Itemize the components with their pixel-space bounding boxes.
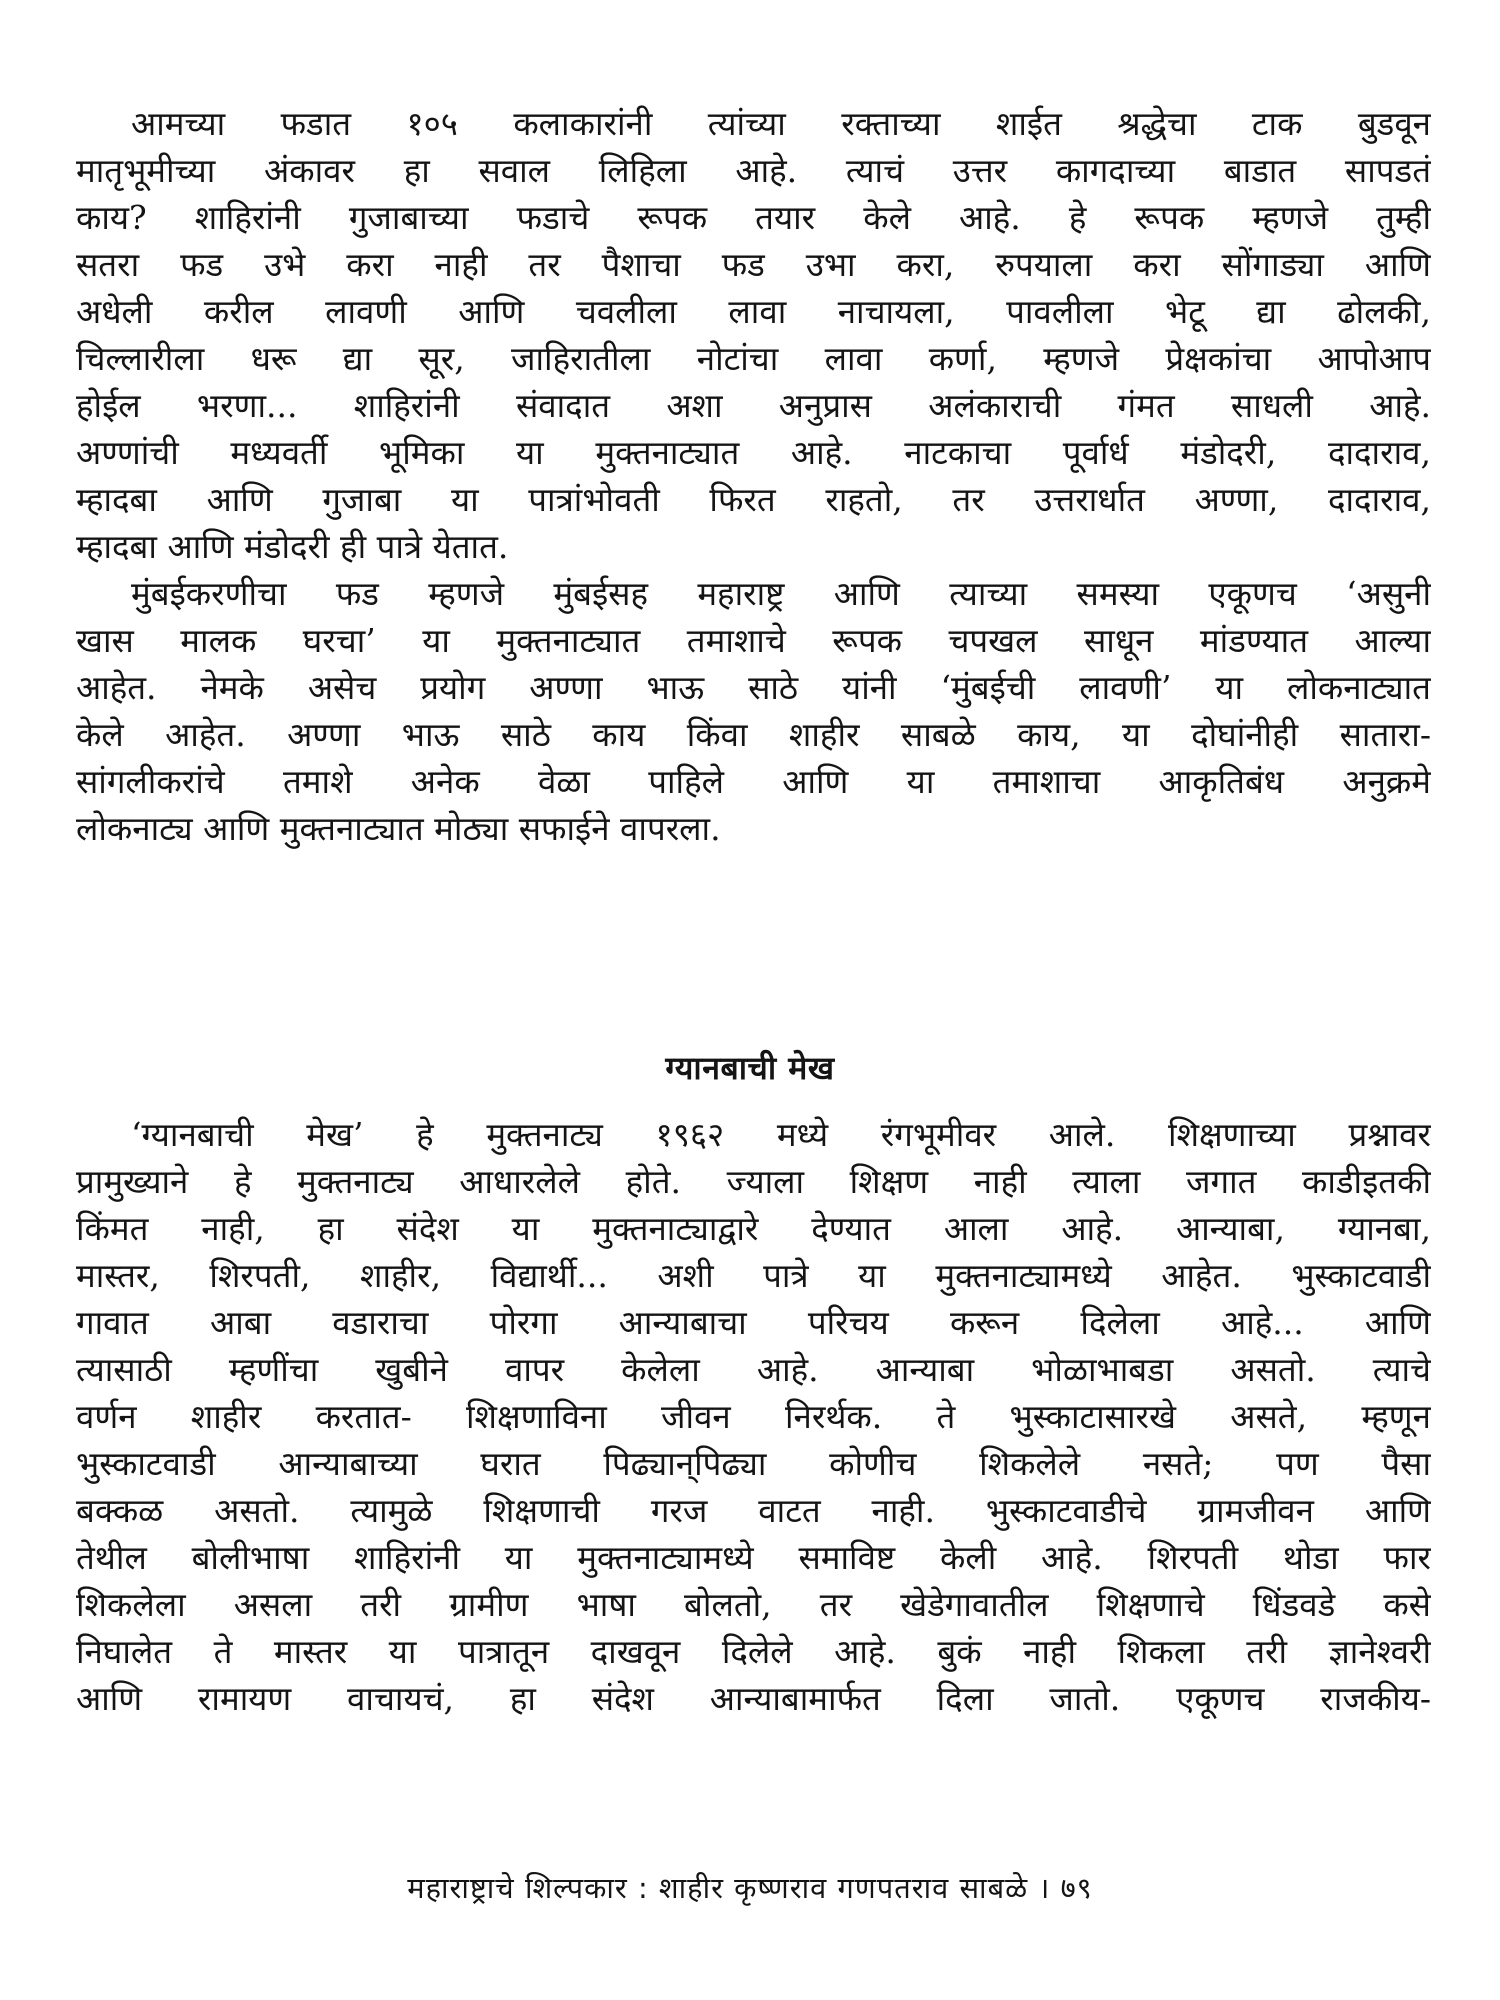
paragraph2-line: सांगलीकरांचे तमाशे अनेक वेळा पाहिले आणि या तमाशाचा आकृतिबंध अनुक्रमे [76,762,1431,801]
paragraph3-line: प्रामुख्याने हे मुक्तनाट्य आधारलेले होते. ज्याला शिक्षण नाही त्याला जगात काडीइतकी [76,1162,1431,1201]
paragraph3-line: वर्णन शाहीर करतात- शिक्षणाविना जीवन निरर्थक. ते भुस्काटासारखे असते, म्हणून [76,1397,1431,1436]
text-block-bottom [76,1111,1431,1722]
paragraph3-line: भुस्काटवाडी आन्याबाच्या घरात पिढ्यान्‌पिढ्या कोणीच शिकलेले नसते; पण पैसा [76,1444,1431,1483]
paragraph2-line: मुंबईकरणीचा फड म्हणजे मुंबईसह महाराष्ट्र आणि त्याच्या समस्या एकूणच ‘असुनी [131,574,1431,613]
paragraph3-line: ‘ग्यानबाची मेख’ हे मुक्तनाट्य १९६२ मध्ये रंगभूमीवर आले. शिक्षणाच्या प्रश्नावर [131,1115,1431,1154]
paragraph3-line: आणि रामायण वाचायचं, हा संदेश आन्याबामार्फत दिला जातो. एकूणच राजकीय- [76,1679,1431,1718]
paragraph3-line: गावात आबा वडाराचा पोरगा आन्याबाचा परिचय करून दिलेला आहे... आणि [76,1303,1431,1342]
paragraph2-line: आहेत. नेमके असेच प्रयोग अण्णा भाऊ साठे यांनी ‘मुंबईची लावणी’ या लोकनाट्यात [76,668,1431,707]
paragraph3-line: निघालेत ते मास्तर या पात्रातून दाखवून दिलेले आहे. बुकं नाही शिकला तरी ज्ञानेश्वरी [76,1632,1431,1671]
paragraph1-line: म्हादबा आणि मंडोदरी ही पात्रे येतात. [76,527,509,566]
paragraph2-line: लोकनाट्य आणि मुक्तनाट्यात मोठ्या सफाईने वापरला. [76,809,721,848]
paragraph3-line: किंमत नाही, हा संदेश या मुक्तनाट्याद्वारे देण्यात आला आहे. आन्याबा, ग्यानबा, [76,1209,1431,1248]
paragraph1-line: आमच्या फडात १०५ कलाकारांनी त्यांच्या रक्ताच्या शाईत श्रद्धेचा टाक बुडवून [131,104,1431,143]
paragraph1-line: होईल भरणा... शाहिरांनी संवादात अशा अनुप्रास अलंकाराची गंमत साधली आहे. [76,386,1431,425]
paragraph1-line: मातृभूमीच्या अंकावर हा सवाल लिहिला आहे. त्याचं उत्तर कागदाच्या बाडात सापडतं [76,151,1431,190]
paragraph1-line: काय? शाहिरांनी गुजाबाच्या फडाचे रूपक तयार केले आहे. हे रूपक म्हणजे तुम्ही [76,198,1431,237]
paragraph3-line: तेथील बोलीभाषा शाहिरांनी या मुक्तनाट्यामध्ये समाविष्ट केली आहे. शिरपती थोडा फार [76,1538,1431,1577]
text-block-top [76,100,1431,852]
paragraph1-line: चिल्लारीला धरू द्या सूर, जाहिरातीला नोटांचा लावा कर्णा, म्हणजे प्रेक्षकांचा आपोआप [76,339,1431,378]
paragraph3-line: त्यासाठी म्हणींचा खुबीने वापर केलेला आहे. आन्याबा भोळाभाबडा असतो. त्याचे [76,1350,1431,1389]
paragraph1-line: सतरा फड उभे करा नाही तर पैशाचा फड उभा करा, रुपयाला करा सोंगाड्या आणि [76,245,1431,284]
paragraph3-line: शिकलेला असला तरी ग्रामीण भाषा बोलतो, तर खेडेगावातील शिक्षणाचे धिंडवडे कसे [76,1585,1431,1624]
section-heading: ग्यानबाची मेख [665,1049,835,1087]
paragraph1-line: अधेली करील लावणी आणि चवलीला लावा नाचायला, पावलीला भेटू द्या ढोलकी, [76,292,1431,331]
paragraph1-line: म्हादबा आणि गुजाबा या पात्रांभोवती फिरत राहतो, तर उत्तरार्धात अण्णा, दादाराव, [76,480,1431,519]
page-footer: महाराष्ट्राचे शिल्पकार : शाहीर कृष्णराव गणपतराव साबळे । ७९ [407,1871,1093,1905]
paragraph2-line: खास मालक घरचा’ या मुक्तनाट्यात तमाशाचे रूपक चपखल साधून मांडण्यात आल्या [76,621,1431,660]
paragraph3-line: बक्कळ असतो. त्यामुळे शिक्षणाची गरज वाटत नाही. भुस्काटवाडीचे ग्रामजीवन आणि [76,1491,1431,1530]
paragraph3-line: मास्तर, शिरपती, शाहीर, विद्यार्थी... अशी पात्रे या मुक्तनाट्यामध्ये आहेत. भुस्काटवाडी [76,1256,1431,1295]
paragraph2-line: केले आहेत. अण्णा भाऊ साठे काय किंवा शाहीर साबळे काय, या दोघांनीही सातारा- [76,715,1431,754]
paragraph1-line: अण्णांची मध्यवर्ती भूमिका या मुक्तनाट्यात आहे. नाटकाचा पूर्वार्ध मंडोदरी, दादाराव, [76,433,1431,472]
